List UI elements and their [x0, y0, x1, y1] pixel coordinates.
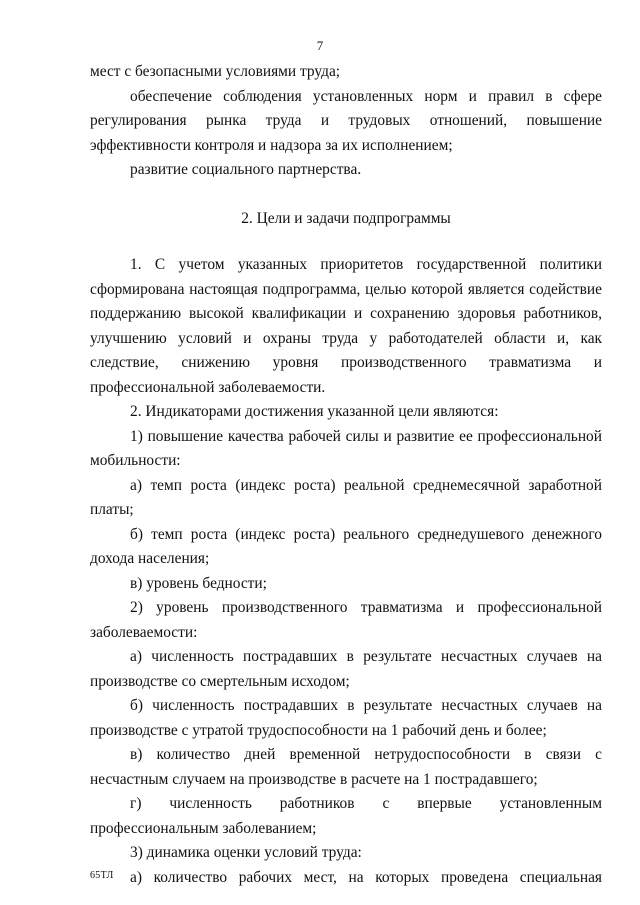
- footer-code: 65ТЛ: [90, 870, 114, 881]
- list-item: 2) уровень производственного травматизма и профессиональной заболеваемости:: [90, 599, 602, 641]
- list-item: в) уровень бедности;: [130, 574, 267, 592]
- section-heading: 2. Цели и задачи подпрограммы: [241, 209, 451, 227]
- document-body: [90, 60, 602, 890]
- paragraph: мест с безопасными условиями труда;: [90, 63, 341, 80]
- paragraph: обеспечение соблюдения установленных норм и правил в сфере регулирования рынка труда и трудовых отношений, повышение эффективности контроля и надзора за их исполнением;: [90, 87, 602, 154]
- list-item: а) темп роста (индекс роста) реальной среднемесячной заработной платы;: [90, 476, 602, 518]
- list-item: б) численность пострадавших в результате несчастных случаев на производстве с утратой трудоспособности на 1 рабочий день и более;: [90, 697, 602, 739]
- list-item: 3) динамика оценки условий труда:: [130, 844, 362, 861]
- list-item: а) численность пострадавших в результате несчастных случаев на производстве со смертельным исходом;: [90, 648, 602, 690]
- list-item: а) количество рабочих мест, на которых проведена специальная: [130, 868, 602, 886]
- list-item: 1) повышение качества рабочей силы и развитие ее профессиональной мобильности:: [90, 427, 602, 469]
- list-item: б) темп роста (индекс роста) реального среднедушевого денежного дохода населения;: [90, 525, 602, 567]
- list-item: г) численность работников с впервые установленным профессиональным заболеванием;: [90, 795, 602, 837]
- page-number: 7: [316, 38, 324, 53]
- paragraph: развитие социального партнерства.: [130, 161, 362, 178]
- paragraph: 2. Индикаторами достижения указанной цели являются:: [130, 403, 499, 420]
- paragraph: 1. С учетом указанных приоритетов государственной политики сформирована настоящая подпрограмма, целью которой является содействие поддержанию высокой квалификации и сохранению здоровья работников, улучшению условий и охраны труда у работодателей области и, как следствие, снижению уровня производственного травматизма и профессиональной заболеваемости.: [90, 256, 602, 396]
- list-item: в) количество дней временной нетрудоспособности в связи с несчастным случаем на производстве в расчете на 1 пострадавшего;: [90, 746, 602, 788]
